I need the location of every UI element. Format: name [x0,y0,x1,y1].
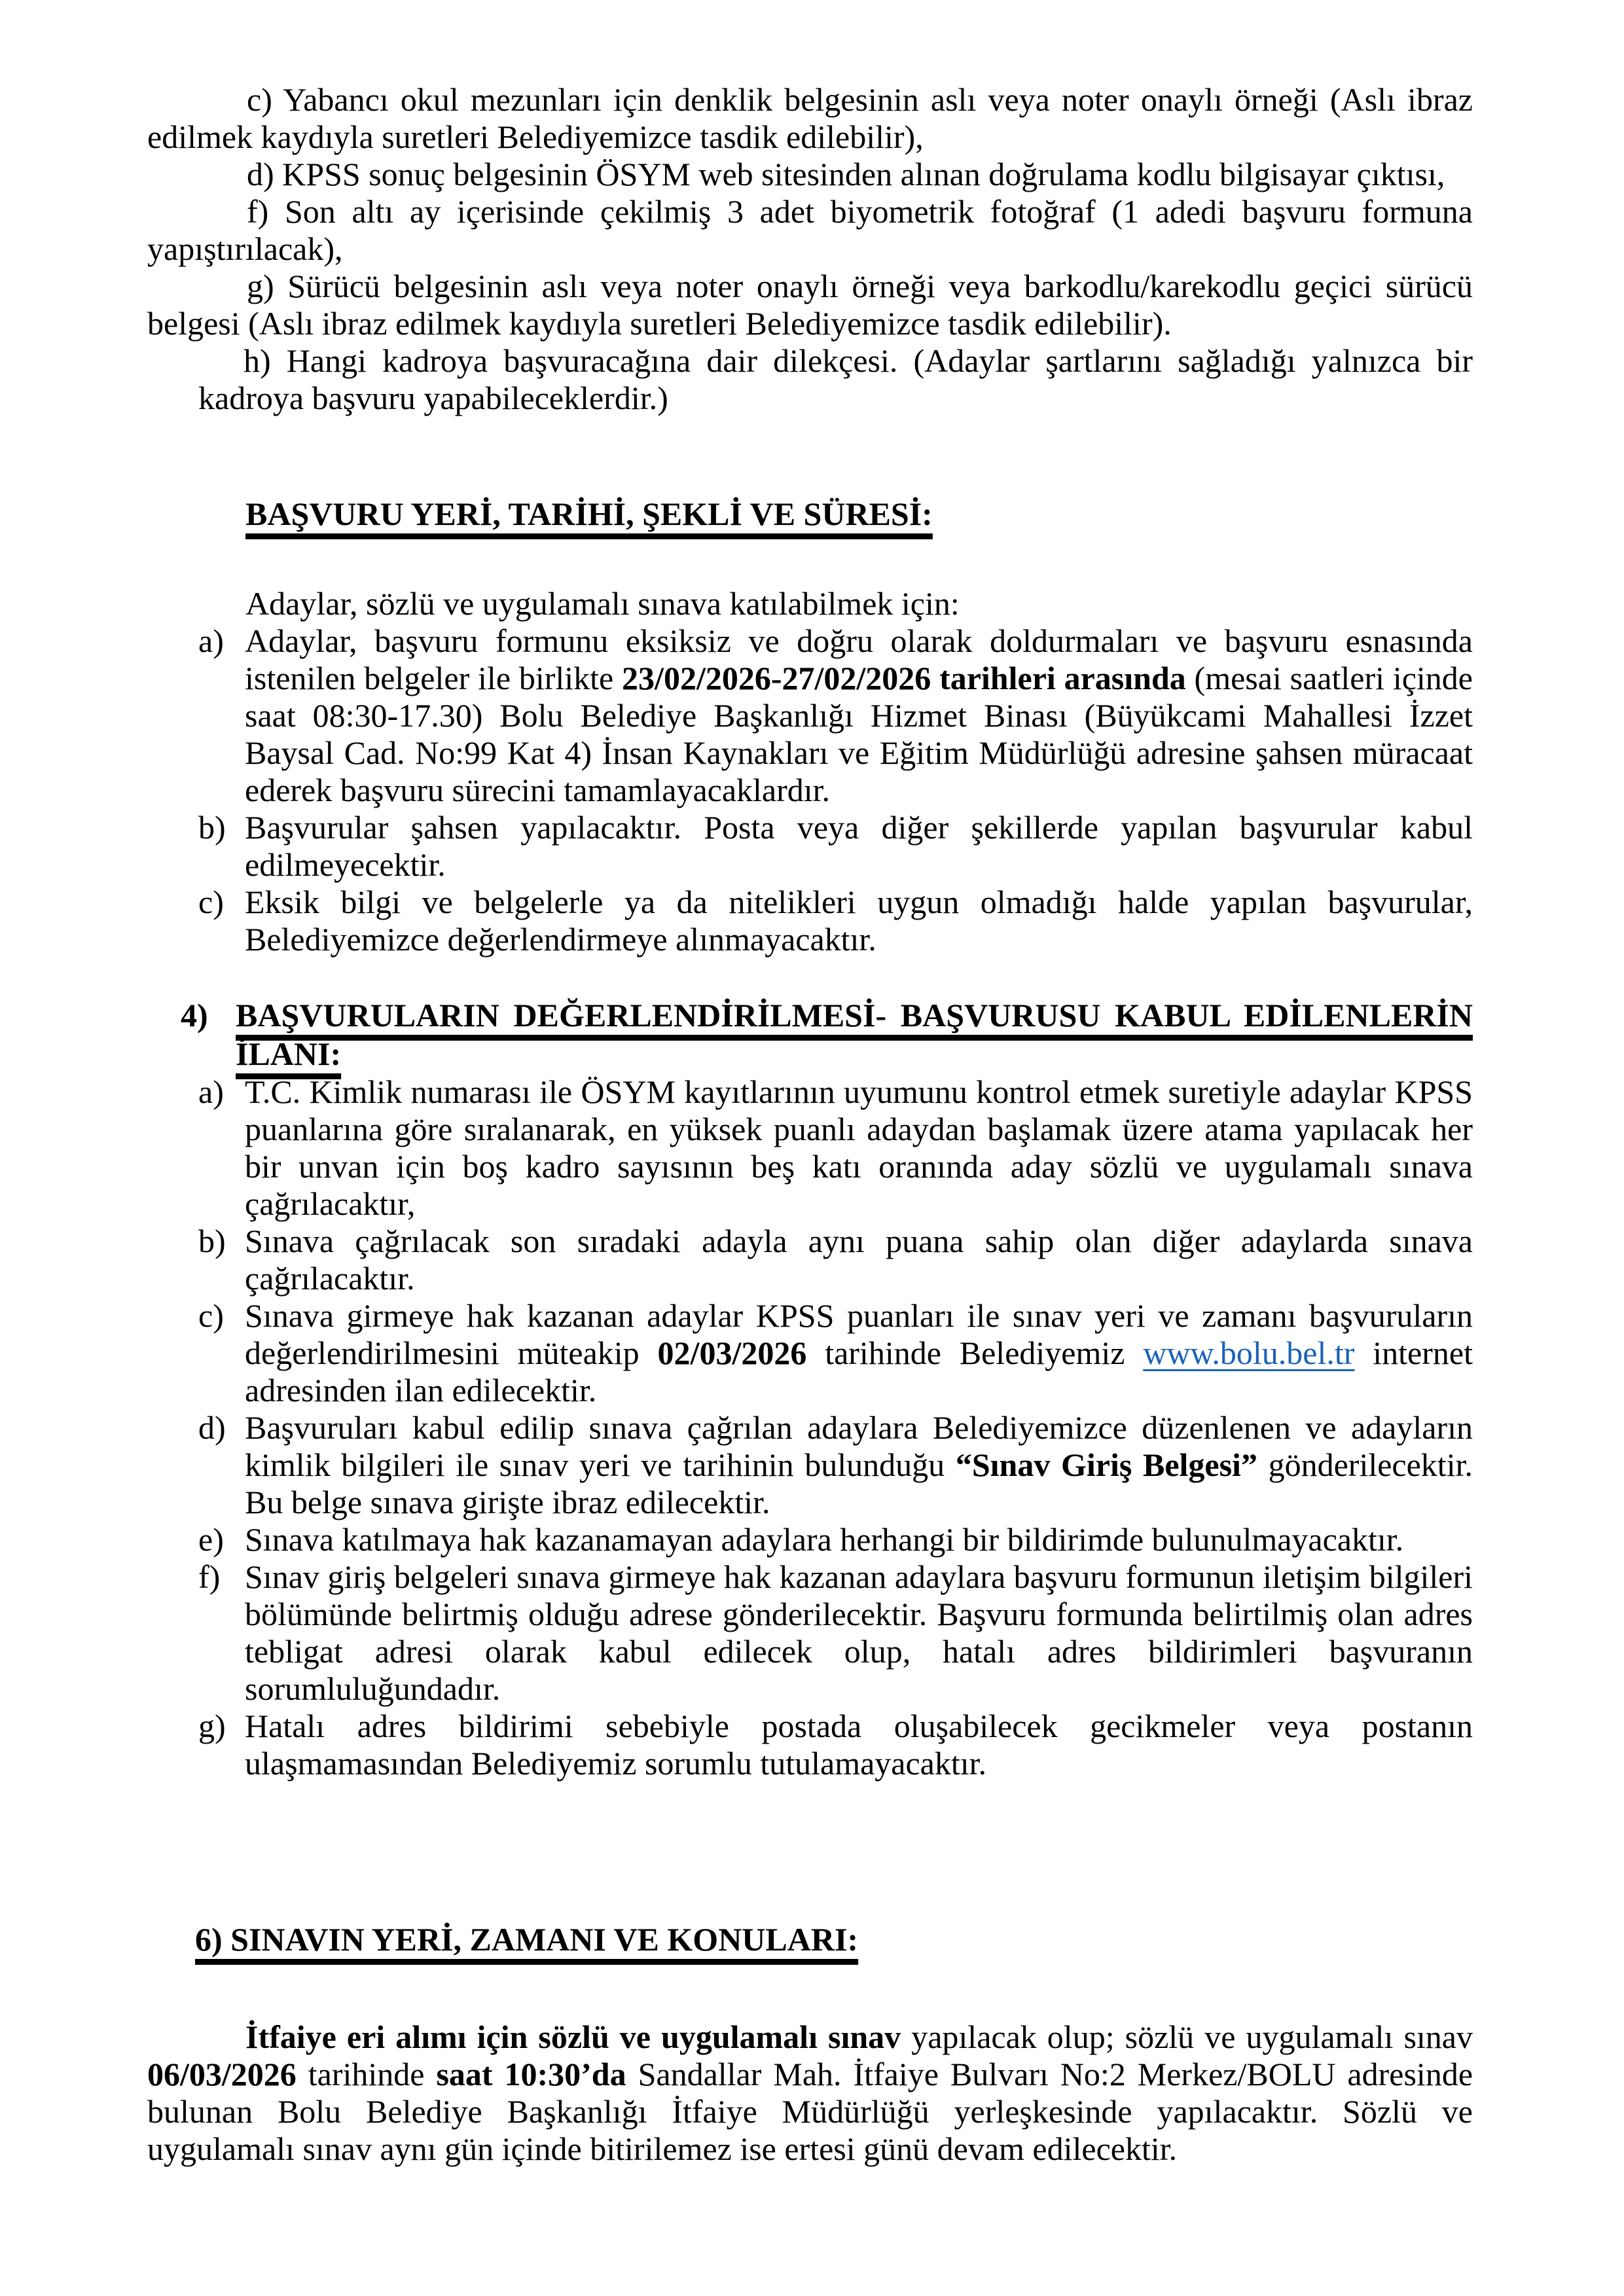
section-4-heading-line1-wrap [236,996,1473,1035]
item-marker: h) [244,342,271,379]
text-run: (mesai saatleri içinde saat 08:30-17.30) Bolu Belediye Başkanlığı Hizmet Binası (Büyükcami Mahallesi İzzet Baysal Cad. No:99 Kat 4) İnsan Kaynakları ve Eğitim Müdürlüğü adresine şahsen müracaat ederek başvuru sürecini tamamlayacaklardır. [245,660,1473,808]
item-text [245,1521,1403,1558]
item-marker: c) [198,1297,224,1334]
item-marker: f) [247,193,269,230]
section-4-heading-line1: BAŞVURULARIN DEĞERLENDİRİLMESİ- BAŞVURUSU KABUL EDİLENLERİN [236,997,1473,1033]
text-run: KPSS sonuç belgesinin ÖSYM web sitesinden alınan doğrulama kodlu bilgisayar çıktısı, [282,156,1445,192]
item-text [245,1297,1473,1408]
item-text [245,622,1473,808]
text-run: yapılacak olup; sözlü ve uygulamalı sınav [901,2018,1473,2055]
section-heading-6-text: 6) SINAVIN YERİ, ZAMANI VE KONULARI: [195,1921,859,1958]
section-heading-basvuru-text: BAŞVURU YERİ, TARİHİ, ŞEKLİ VE SÜRESİ: [245,495,933,532]
section-4-heading-line2-wrap [236,1035,1473,1073]
text-run: Hatalı adres bildirimi sebebiyle postada oluşabilecek gecikmeler veya postanın ulaşmamasından Belediyemiz sorumlu tutulamayacaktır. [245,1708,1473,1782]
basvuru-item-c [147,884,1473,958]
exam-details-paragraph [147,2018,1473,2168]
text-run: Sürücü belgesinin aslı veya noter onaylı örneği veya barkodlu/karekodlu geçici sürücü belgesi (Aslı ibraz edilmek kaydıyla suretleri Belediyemizce tasdik edilebilir). [147,268,1473,342]
item-marker: c) [247,81,272,118]
item-marker: e) [198,1521,224,1558]
text-run: 23/02/2026-27/02/2026 tarihleri arasında [622,660,1186,696]
requirement-item-d [147,156,1473,193]
basvuru-item-b [147,809,1473,884]
item-text [147,193,1473,267]
section4-item-f [147,1558,1473,1708]
text-run: tarihinde [296,2056,437,2092]
text-run: Sınava katılmaya hak kazanamayan adaylara herhangi bir bildirimde bulunulmayacaktır. [245,1521,1404,1558]
section4-item-c [147,1297,1473,1409]
text-run: Hangi kadroya başvuracağına dair dilekçesi. (Adaylar şartlarını sağladığı yalnızca bir kadroya başvuru yapabileceklerdir.) [198,342,1473,416]
item-text [147,268,1473,342]
text-run: Başvurular şahsen yapılacaktır. Posta veya diğer şekillerde yapılan başvurular kabul edilmeyecektir. [245,809,1473,883]
item-marker: c) [198,884,224,920]
item-text [245,1708,1473,1782]
requirement-item-g [147,268,1473,342]
requirement-item-c [147,81,1473,156]
item-marker: f) [198,1558,221,1595]
section4-item-d [147,1409,1473,1521]
item-text [282,156,1445,192]
text-run: 02/03/2026 [657,1335,807,1371]
text-run: gönderilecektir. Bu belge sınava girişte ibraz edilecektir. [245,1446,1473,1520]
text-run: Adaylar, başvuru formunu eksiksiz ve doğru olarak doldurmaları ve başvuru esnasında istenilen belgeler ile birlikte [245,622,1473,696]
item-text [245,884,1473,958]
text-run: internet adresinden ilan edilecektir. [245,1335,1473,1408]
section4-item-g [147,1708,1473,1782]
hyperlink[interactable]: www.bolu.bel.tr [1143,1335,1355,1371]
item-marker: a) [198,1073,224,1110]
text-run: saat 10:30’da [436,2056,626,2092]
section-4-number: 4) [181,997,208,1033]
basvuru-item-a [147,622,1473,809]
item-text [147,81,1473,155]
section4-item-a [147,1073,1473,1223]
section4-item-e [147,1521,1473,1558]
item-text [245,1409,1473,1520]
section-heading-6 [195,1921,1473,1958]
text-run: İtfaiye eri alımı için sözlü ve uygulamalı sınav [245,2018,901,2055]
item-marker: d) [247,156,274,192]
item-marker: a) [198,622,224,659]
item-text [245,1558,1473,1707]
text-run: Sınava girmeye hak kazanan adaylar KPSS puanları ile sınav yeri ve zamanı başvuruların değerlendirilmesini müteakip [245,1297,1473,1371]
text-run: “Sınav Giriş Belgesi” [955,1446,1257,1483]
requirement-item-f [147,193,1473,268]
text-run: Sınav giriş belgeleri sınava girmeye hak kazanan adaylara başvuru formunun iletişim bilgileri bölümünde belirtmiş olduğu adrese gönderilecektir. Başvuru formunda belirtilmiş olan adres tebligat adresi olarak kabul edilecek olup, hatalı adres bildirimleri başvuranın sorumluluğundadır. [245,1558,1473,1707]
item-text [245,809,1473,883]
text-run: tarihinde Belediyemiz [806,1335,1144,1371]
text-run: Yabancı okul mezunları için denklik belgesinin aslı veya noter onaylı örneği (Aslı ibraz edilmek kaydıyla suretleri Belediyemizce tasdik edilebilir), [147,81,1473,155]
item-marker: g) [198,1708,226,1744]
item-text [245,1223,1473,1297]
requirement-item-h [198,342,1473,417]
text-run: Sandallar Mah. İtfaiye Bulvarı No:2 Merkez/BOLU adresinde bulunan Bolu Belediye Başkanlığı İtfaiye Müdürlüğü yerleşkesinde yapılacaktır. Sözlü ve uygulamalı sınav aynı gün içinde bitirilemez ise ertesi günü devam edilecektir. [147,2056,1473,2167]
text-run: Son altı ay içerisinde çekilmiş 3 adet biyometrik fotoğraf (1 adedi başvuru formuna yapıştırılacak), [147,193,1473,267]
item-text [198,342,1473,416]
item-marker: d) [198,1409,226,1446]
item-marker: g) [247,268,274,304]
item-marker: b) [198,809,226,846]
section-4-heading-line2: İLANI: [236,1035,342,1072]
text-run: Eksik bilgi ve belgelerle ya da nitelikleri uygun olmadığı halde yapılan başvurular, Belediyemizce değerlendirmeye alınmayacaktır. [245,884,1473,958]
section-heading-basvuru [245,495,1473,533]
text-run: 06/03/2026 [147,2056,297,2092]
text-run: Başvuruları kabul edilip sınava çağrılan adaylara Belediyemizce düzenlenen ve adayların kimlik bilgileri ile sınav yeri ve tarihinin bulunduğu [245,1409,1473,1483]
text-run: T.C. Kimlik numarası ile ÖSYM kayıtlarının uyumunu kontrol etmek suretiyle adaylar KPSS puanlarına göre sıralanarak, en yüksek puanlı adaydan başlamak üzere atama yapılacak her bir unvan için boş kadro sayısının beş katı oranında aday sözlü ve uygulamalı sınava çağrılacaktır, [245,1073,1473,1222]
basvuru-intro-line: Adaylar, sözlü ve uygulamalı sınava katılabilmek için: [245,585,960,622]
item-marker: b) [198,1223,226,1259]
section-heading-4 [147,996,1473,1073]
text-run: Sınava çağrılacak son sıradaki adayla aynı puana sahip olan diğer adaylarda sınava çağrılacaktır. [245,1223,1473,1297]
item-text [245,1073,1473,1222]
section4-item-b [147,1223,1473,1297]
